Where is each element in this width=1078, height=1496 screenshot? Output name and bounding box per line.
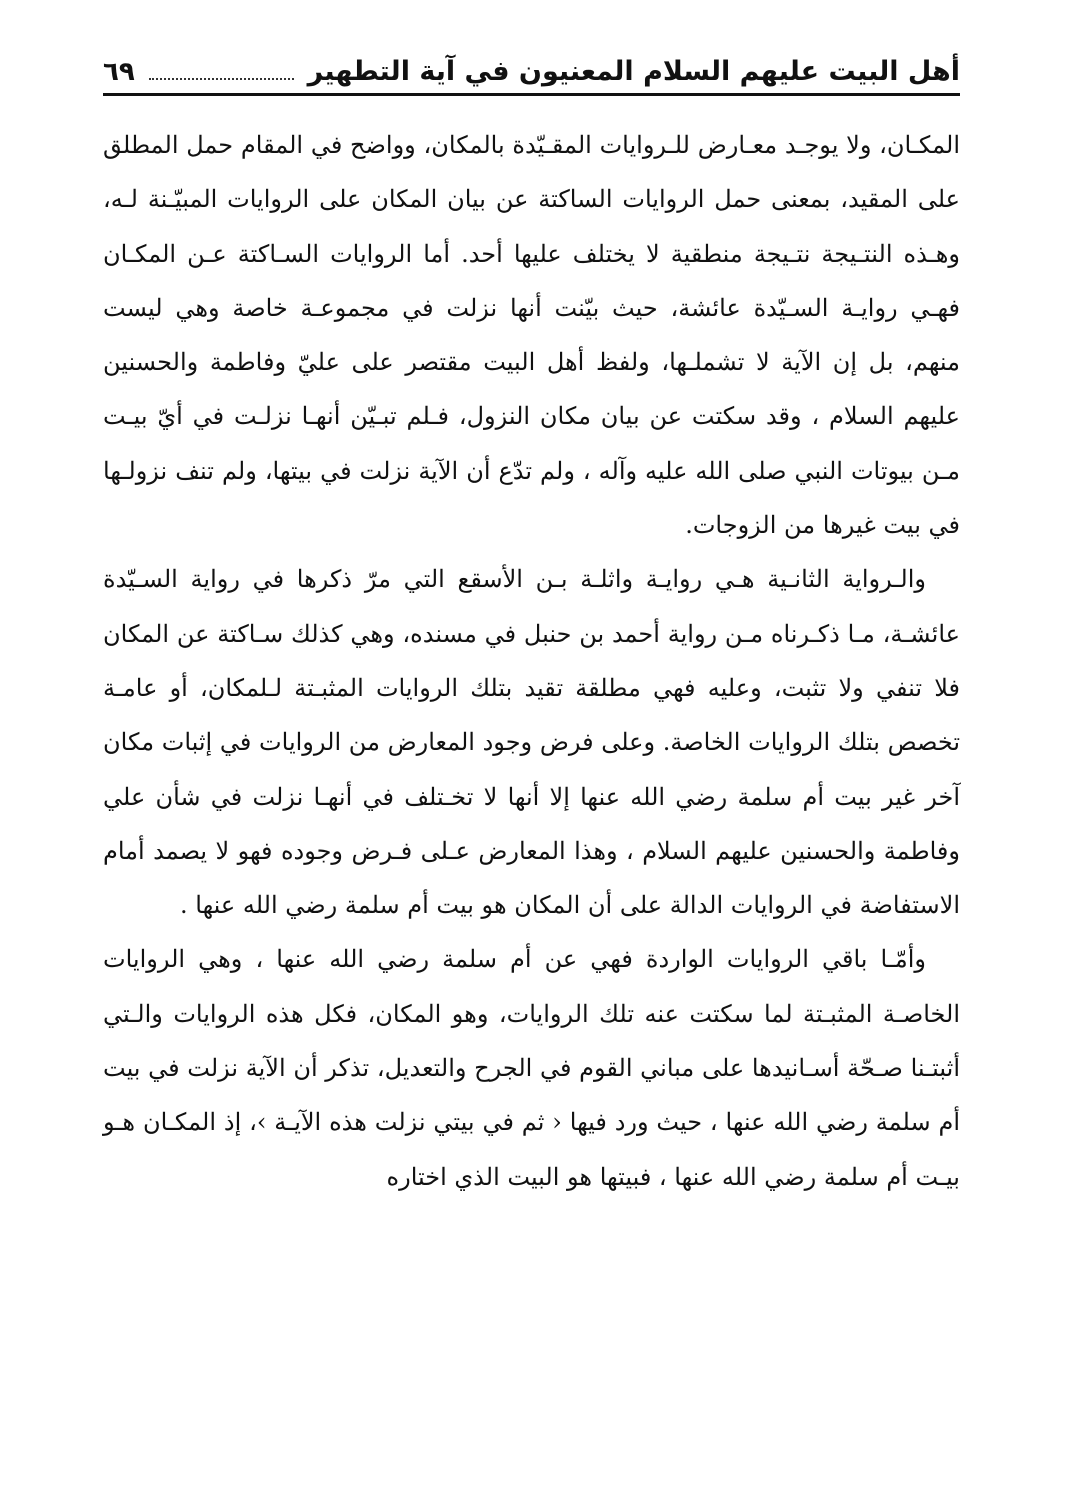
paragraph-3: وأمّـا باقي الروايات الواردة فهي عن أم سلمة رضي الله عنها ، وهي الروايات الخاصـة المثبـتة لما سكتت عنه تلك الروايات، وهو المكان، فكل هذه الروايات والـتي أثبتـنا صـحّة أسـانيدها على مباني القوم في الجرح والتعديل، تذكر أن الآية نزلت في بيت أم سلمة رضي الله عنها ، حيث ورد فيها ‹ ثم في بيتي نزلت هذه الآيـة ›، إذ المكـان هـو بيـت أم سلمة رضي الله عنها ، فبيتها هو البيت الذي اختاره <box>103 945 960 1191</box>
page-number: ٦٩ <box>103 57 135 87</box>
header-leader-dots <box>149 78 294 80</box>
page-header <box>103 40 960 90</box>
running-title: أهل البيت عليهم السلام المعنيون في آية التطهير <box>307 56 960 87</box>
body-text <box>103 118 960 1204</box>
paragraph-1: المكـان، ولا يوجـد معـارض للـروايات المقـيّدة بالمكان، وواضح في المقام حمل المطلق على المقيد، بمعنى حمل الروايات الساكتة عن بيان المكان على الروايات المبيّـنة لـه، وهـذه النتـيجة نتـيجة منطقية لا يختلف عليها أحد. أما الروايات السـاكتة عـن المكـان فهـي روايـة السـيّدة عائشة، حيث بيّنت أنها نزلت في مجموعـة خاصة وهي ليست منهم، بل إن الآية لا تشملـها، ولفظ أهل البيت مقتصر على عليّ وفاطمة والحسنين عليهم السلام ، وقد سكتت عن بيان مكان النزول، فـلم تبـيّن أنهـا نزلـت في أيّ بيـت مـن بيوتات النبي صلى الله عليه وآله ، ولم تدّع أن الآية نزلت في بيتها، ولم تنف نزولـها في بيت غيرها من الزوجات. <box>103 131 961 540</box>
header-rule <box>103 93 960 96</box>
paragraph-2: والـرواية الثانـية هـي روايـة واثلـة بـن الأسقع التي مرّ ذكرها في رواية السـيّدة عائشـة، مـا ذكـرناه مـن رواية أحمد بن حنبل في مسنده، وهي كذلك سـاكتة عن المكان فلا تنفي ولا تثبت، وعليه فهي مطلقة تقيد بتلك الروايات المثبـتة لـلمكان، أو عامـة تخصص بتلك الروايات الخاصة. وعلى فرض وجود المعارض من الروايات في إثبات مكان آخر غير بيت أم سلمة رضي الله عنها إلا أنها لا تخـتلف في أنهـا نزلت في شأن علي وفاطمة والحسنين عليهم السلام ، وهذا المعارض عـلى فـرض وجوده فهو لا يصمد أمام الاستفاضة في الروايات الدالة على أن المكان هو بيت أم سلمة رضي الله عنها . <box>103 565 960 920</box>
